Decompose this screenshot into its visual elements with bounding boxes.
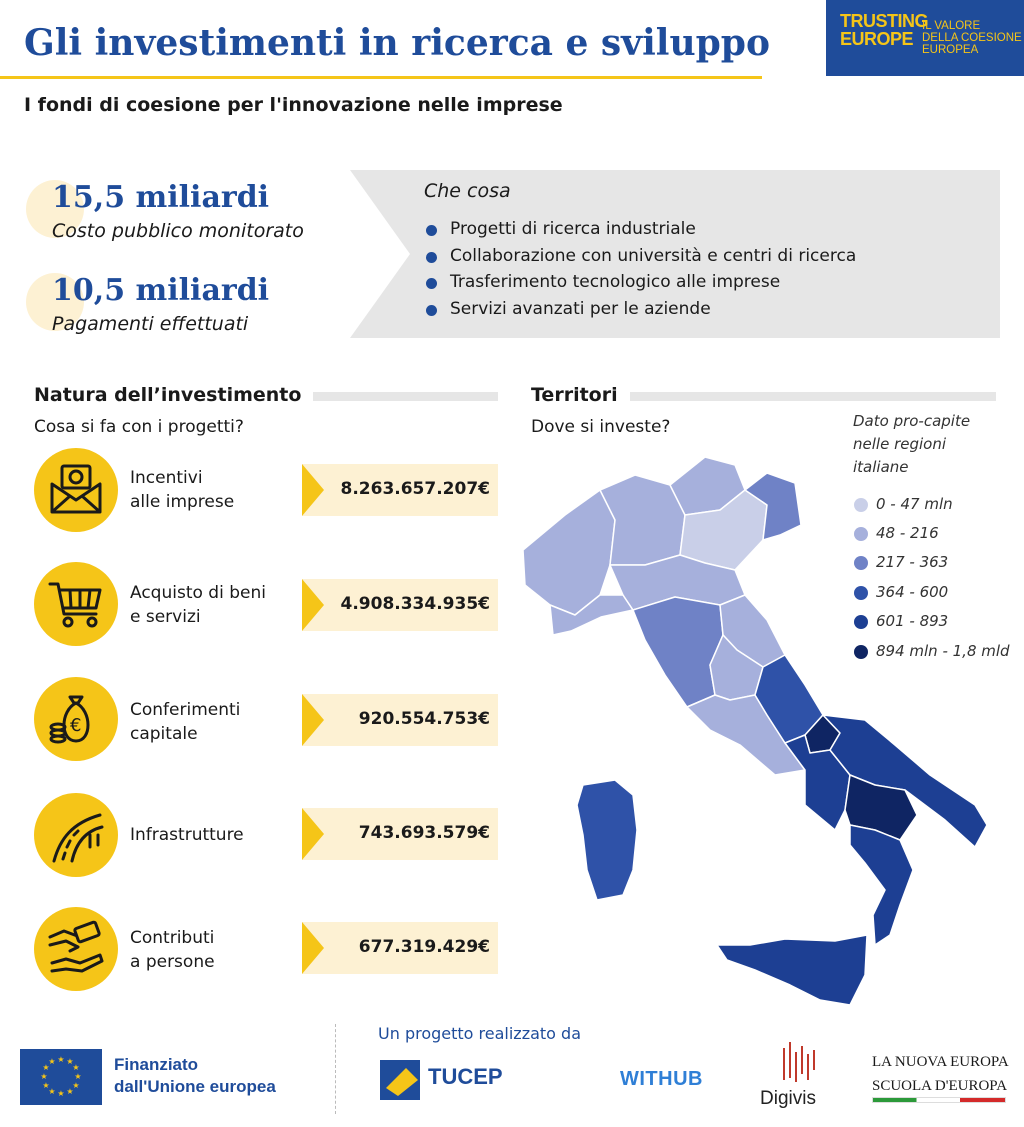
page-subtitle: I fondi di coesione per l'innovazione nelle imprese <box>24 94 563 116</box>
svg-text:€: € <box>70 715 82 736</box>
investment-value: 920.554.753€ <box>302 694 498 746</box>
svg-text:★: ★ <box>72 1081 80 1090</box>
withub-logo: WITHUB <box>620 1068 703 1090</box>
scuola-d-europa-logo: SCUOLA D'EUROPA <box>872 1078 1008 1094</box>
svg-text:★: ★ <box>66 1057 74 1066</box>
stat-value-payments: 10,5 miliardi <box>52 273 270 308</box>
svg-text:★: ★ <box>66 1087 74 1096</box>
title-underline <box>0 76 762 79</box>
region-calabria <box>850 825 913 945</box>
svg-text:★: ★ <box>57 1089 65 1098</box>
section-rule <box>300 392 498 401</box>
digivis-mark-icon <box>780 1040 826 1084</box>
stat-label-payments: Pagamenti effettuati <box>52 313 249 335</box>
legend-swatch <box>854 615 868 629</box>
la-nuova-europa-logo: LA NUOVA EUROPA <box>872 1054 1009 1070</box>
what-list <box>424 216 856 322</box>
legend-label: 0 - 47 mln <box>876 495 953 513</box>
investment-value: 4.908.334.935€ <box>302 579 498 631</box>
money-bag-icon <box>34 677 118 761</box>
hands-money-icon <box>34 907 118 991</box>
brand-logo-text: TRUSTING EUROPE <box>840 11 928 49</box>
svg-text:★: ★ <box>40 1072 48 1081</box>
legend-title: Dato pro-capite nelle regioni italiane <box>853 412 971 476</box>
legend-swatch <box>854 498 868 512</box>
brand-tagline: IL VALORE DELLA COESIONE EUROPEA <box>922 20 1022 56</box>
region-toscana <box>633 597 723 707</box>
investment-value: 8.263.657.207€ <box>302 464 498 516</box>
what-title: Che cosa <box>424 180 511 202</box>
legend-label: 364 - 600 <box>876 583 949 601</box>
svg-text:★: ★ <box>74 1072 82 1081</box>
territory-subtitle: Dove si investe? <box>531 417 671 437</box>
envelope-money-icon <box>34 448 118 532</box>
svg-text:★: ★ <box>57 1055 65 1064</box>
stat-label-cost: Costo pubblico monitorato <box>52 220 304 242</box>
eu-flag-icon <box>20 1049 102 1105</box>
region-sardegna <box>577 780 637 900</box>
stat-value-cost: 15,5 miliardi <box>52 180 270 215</box>
legend-swatch <box>854 556 868 570</box>
tucep-logo: TUCEP <box>378 1058 490 1102</box>
footer-divider <box>335 1024 336 1114</box>
legend-swatch <box>854 586 868 600</box>
investment-label: Infrastrutture <box>130 825 244 845</box>
list-item: Trasferimento tecnologico alle imprese <box>424 269 856 296</box>
legend-swatch <box>854 645 868 659</box>
section-rule <box>630 392 996 401</box>
territory-title: Territori <box>531 384 630 406</box>
project-by-label: Un progetto realizzato da <box>378 1024 582 1043</box>
nature-title: Natura dell’investimento <box>34 384 313 406</box>
svg-text:★: ★ <box>72 1063 80 1072</box>
shopping-cart-icon <box>34 562 118 646</box>
svg-text:★: ★ <box>48 1057 56 1066</box>
investment-value: 677.319.429€ <box>302 922 498 974</box>
investment-label: Conferimenti capitale <box>130 700 241 744</box>
investment-label: Incentivi alle imprese <box>130 468 235 512</box>
nature-subtitle: Cosa si fa con i progetti? <box>34 417 244 437</box>
legend-label: 601 - 893 <box>876 612 949 630</box>
investment-label: Acquisto di beni e servizi <box>130 583 266 627</box>
digivis-logo: Digivis <box>760 1088 816 1109</box>
legend-label: 217 - 363 <box>876 553 949 571</box>
legend-label: 48 - 216 <box>876 524 939 542</box>
list-item: Servizi avanzati per le aziende <box>424 296 856 323</box>
list-item: Progetti di ricerca industriale <box>424 216 856 243</box>
region-sicilia <box>717 935 867 1005</box>
svg-text:★: ★ <box>42 1063 50 1072</box>
legend-swatch <box>854 527 868 541</box>
eu-funding-text: Finanziato dall'Unione europea <box>114 1055 276 1096</box>
page-title: Gli investimenti in ricerca e sviluppo <box>24 22 770 64</box>
italian-flag-bar <box>872 1097 1006 1103</box>
legend-label: 894 mln - 1,8 mld <box>876 642 1010 660</box>
list-item: Collaborazione con università e centri di ricerca <box>424 243 856 270</box>
road-icon <box>34 793 118 877</box>
svg-text:★: ★ <box>42 1081 50 1090</box>
svg-text:★: ★ <box>48 1087 56 1096</box>
investment-label: Contributi a persone <box>130 928 215 972</box>
investment-value: 743.693.579€ <box>302 808 498 860</box>
trusting-europe-logo <box>826 0 1024 76</box>
